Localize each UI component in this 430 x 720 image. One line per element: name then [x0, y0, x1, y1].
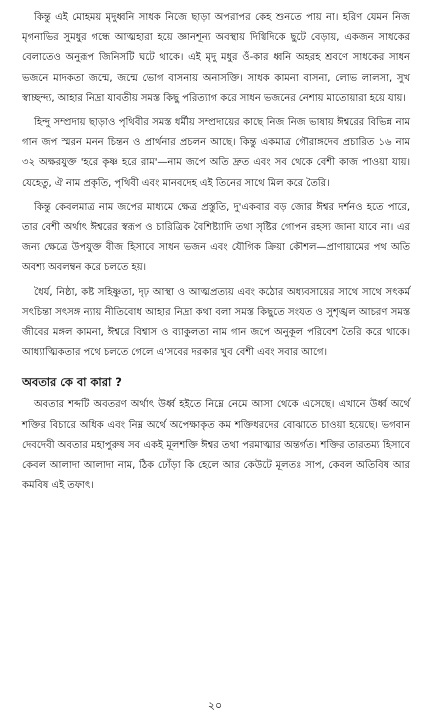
paragraph-nada-sound: কিন্তু এই মোহময় মৃদুধ্বনি সাধক নিজে ছাড়া অপরাপর কেহ শুনতে পায় না। হরিণ যেমন নিজ মৃগনাভির সুমধুর গন্ধে আত্মহারা হয়ে জ্ঞানশূন্য অবস্থায় দিগ্বিদিকে ছুটে বেড়ায়, একজন সাধকের বেলাতেও অনুরূপ জিনিসটি ঘটে থাকে। এই মৃদু মধুর ওঁ-কার ধ্বনি অহরহ শ্রবণে সাধকের সাধন ভজনে মাদকতা জন্মে, জন্মে ভোগ বাসনায় অনাসক্তি। সাধক কামনা বাসনা, লোভ লালসা, সুখ স্বাচ্ছন্দ্য, আহার নিদ্রা যাবতীয় সমস্ত কিছু পরিত্যাগ করে সাধন ভজনের নেশায় মাতোয়ারা হয়ে যায়। [22, 12, 410, 104]
paragraph-sadhana: কিন্তু কেবলমাত্র নাম জপের মাধ্যমে ক্ষেত্র প্রস্তুতি, দু'একবার বড় জোর ঈশ্বর দর্শনও হতে পারে, তার বেশী অর্থাৎ ঈশ্বরের স্বরূপ ও চারিত্রিক বৈশিষ্ট্যাদি তথা সৃষ্টির গোপন রহস্য জানা যাবে না। এর জন্য ক্ষেত্রে উপযুক্ত বীজ হিসাবে সাধন ভজন এবং যৌগিক ক্রিয়া কৌশল—প্রাণায়ামের পথ অতি অবশ্য অবলম্বন করে চলতে হয়। [22, 201, 410, 274]
paragraph-name-chanting: হিন্দু সম্প্রদায় ছাড়াও পৃথিবীর সমস্ত ধর্মীয় সম্প্রদায়ের কাছে নিজ নিজ ভাষায় ঈশ্বরের বিভিন্ন নাম গান জপ স্মরন মনন চিন্তন ও প্রার্থনার প্রচলন আছে। কিন্তু একমাত্র গৌরাঙ্গদেব প্রচারিত ১৬ নাম ৩২ অক্ষরযুক্ত 'হরে কৃষ্ণ হরে রাম'—নাম জপে অতি দ্রুত এবং সব থেকে বেশী কাজ পাওয়া যায়। যেহেতু, ঐ নাম প্রকৃতি, পৃথিবী এবং মানবদেহ এই তিনের সাথে মিল করে তৈরি। [22, 117, 410, 189]
section-heading: অবতার কে বা কারা ? [22, 375, 122, 390]
paragraph-virtues: ধৈর্য, নিষ্ঠা, কষ্ট সহিষ্ণুতা, দৃঢ় আস্থা ও আত্মপ্রত্যয় এবং কঠোর অধ্যবসায়ের সাথে সাথে সৎকর্ম সৎচিন্তা সৎসঙ্গ ন্যায় নীতিবোধ আহার নিদ্রা কথা বলা সমস্ত কিছুতে সংযত ও সুশৃঙ্খল আচরণ সমস্ত জীবের মঙ্গল কামনা, ঈশ্বরে বিশ্বাস ও ব্যাকুলতা নাম গান জপে অনুকূল পরিবেশ তৈরি করে থাকে। আধ্যাত্মিকতার পথে চলতে গেলে এ'সবের দরকার খুব বেশী এবং সবার আগে। [22, 286, 410, 359]
paragraph-avatar: অবতার শব্দটি অবতরণ অর্থাৎ উর্ধ্ব হইতে নিম্নে নেমে আসা থেকে এসেছে। এখানে উর্ধ্ব অর্থে শক্তির বিচারে অধিক এবং নিম্ন অর্থে অপেক্ষাকৃত কম শক্তিধরদের বোঝাতে চাওয়া হয়েছে। ভগবান দেবদেবী অবতার মহাপুরুষ সব একই মূলশক্তি ঈশ্বর তথা পরমাত্মার অন্তর্গত। শক্তির তারতম্য হিসাবে কেবল আলাদা আলাদা নাম, ঠিক ঢোঁড়া কি হেলে আর কেউটে মূলতঃ সাপ, কেবল অতিবিষ আর কমবিষ এই তফাৎ। [22, 399, 410, 492]
page-number: ২০ [207, 699, 223, 712]
